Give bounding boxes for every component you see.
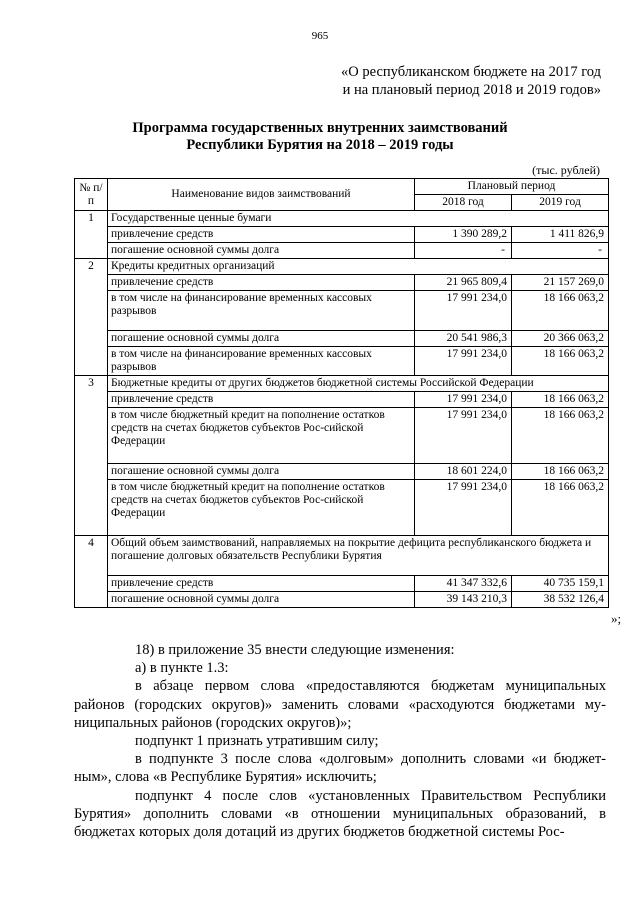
section-number: 3 [75, 376, 108, 536]
value-2018: 17 991 234,0 [415, 291, 512, 331]
amendment-text [74, 641, 606, 841]
table-row [75, 331, 609, 347]
row-label: в том числе на финансирование временных кассовых разрывов [108, 291, 415, 331]
value-2018: 17 991 234,0 [415, 480, 512, 536]
value-2019: 21 157 269,0 [512, 275, 609, 291]
row-label: в том числе на финансирование временных кассовых разрывов [108, 347, 415, 376]
program-title [0, 120, 640, 154]
row-label: привлечение средств [108, 392, 415, 408]
row-label: погашение основной суммы долга [108, 464, 415, 480]
row-label: в том числе бюджетный кредит на пополнение остатков средств на счетах бюджетов субъектов Рос-сийской Федерации [108, 408, 415, 464]
table-row [75, 464, 609, 480]
header-period: Плановый период [415, 179, 609, 195]
value-2019: 1 411 826,9 [512, 227, 609, 243]
section-title: Общий объем заимствований, направляемых на покрытие дефицита республиканского бюджета и погашение долговых обязательств Республики Бурятия [108, 536, 609, 576]
table-row [75, 347, 609, 376]
value-2018: 21 965 809,4 [415, 275, 512, 291]
value-2019: 38 532 126,4 [512, 592, 609, 608]
paragraph: в подпункте 3 после слова «долговым» дополнить словами «и бюджет-ным», слова «в Республике Бурятия» исключить; [74, 751, 606, 786]
law-title-line-2: и на плановый период 2018 и 2019 годов» [342, 82, 601, 98]
table-closing-quote: »; [611, 611, 622, 626]
value-2018: 17 991 234,0 [415, 392, 512, 408]
value-2019: 18 166 063,2 [512, 392, 609, 408]
value-2019: 40 735 159,1 [512, 576, 609, 592]
table-row [75, 480, 609, 536]
table-row [75, 408, 609, 464]
row-label: привлечение средств [108, 576, 415, 592]
table-row [75, 291, 609, 331]
value-2018: - [415, 243, 512, 259]
paragraph: а) в пункте 1.3: [135, 660, 229, 677]
table-row [75, 243, 609, 259]
value-2018: 20 541 986,3 [415, 331, 512, 347]
table-row [75, 592, 609, 608]
section-number: 1 [75, 211, 108, 259]
borrowing-table [74, 178, 609, 608]
value-2019: 18 166 063,2 [512, 291, 609, 331]
paragraph: 18) в приложение 35 внести следующие изменения: [135, 642, 455, 658]
value-2018: 18 601 224,0 [415, 464, 512, 480]
value-2018: 17 991 234,0 [415, 347, 512, 376]
law-title [341, 63, 601, 99]
law-title-line-1: «О республиканском бюджете на 2017 год [341, 64, 601, 80]
row-label: привлечение средств [108, 275, 415, 291]
section-title: Кредиты кредитных организаций [108, 259, 609, 275]
header-num: № п/п [75, 179, 108, 211]
row-label: погашение основной суммы долга [108, 331, 415, 347]
value-2019: 18 166 063,2 [512, 464, 609, 480]
value-2019: 18 166 063,2 [512, 480, 609, 536]
row-label: привлечение средств [108, 227, 415, 243]
paragraph: подпункт 4 после слов «установленных Правительством Республики Бурятия» дополнить словами «в отношении муниципальных образований, в бюджетах которых доля дотаций из других бюджетов бюджетной системы Рос- [74, 787, 606, 841]
units-label: (тыс. рублей) [532, 163, 600, 177]
section-number: 4 [75, 536, 108, 608]
program-title-line-2: Республики Бурятия на 2018 – 2019 годы [186, 137, 454, 153]
value-2019: 18 166 063,2 [512, 347, 609, 376]
program-title-line-1: Программа государственных внутренних заимствований [132, 120, 508, 136]
row-label: погашение основной суммы долга [108, 243, 415, 259]
row-label: погашение основной суммы долга [108, 592, 415, 608]
value-2018: 39 143 210,3 [415, 592, 512, 608]
table-row [75, 227, 609, 243]
value-2019: 18 166 063,2 [512, 408, 609, 464]
section-title: Государственные ценные бумаги [108, 211, 609, 227]
paragraph: подпункт 1 признать утратившим силу; [135, 733, 379, 750]
table-row [75, 392, 609, 408]
table-row [75, 275, 609, 291]
value-2018: 41 347 332,6 [415, 576, 512, 592]
row-label: в том числе бюджетный кредит на пополнение остатков средств на счетах бюджетов субъектов Рос-сийской Федерации [108, 480, 415, 536]
value-2019: 20 366 063,2 [512, 331, 609, 347]
value-2019: - [512, 243, 609, 259]
paragraph: в абзаце первом слова «предоставляются бюджетам муниципальных районов (городских округов)» заменить словами «расходуются бюджетами му-ниципальных районов (городских округов)»; [74, 678, 606, 731]
section-title: Бюджетные кредиты от других бюджетов бюджетной системы Российской Федерации [108, 376, 609, 392]
header-year-2018: 2018 год [415, 195, 512, 211]
section-number: 2 [75, 259, 108, 376]
value-2018: 1 390 289,2 [415, 227, 512, 243]
value-2018: 17 991 234,0 [415, 408, 512, 464]
table-row [75, 576, 609, 592]
header-name: Наименование видов заимствований [108, 179, 415, 211]
page-number: 965 [311, 30, 329, 42]
header-year-2019: 2019 год [512, 195, 609, 211]
